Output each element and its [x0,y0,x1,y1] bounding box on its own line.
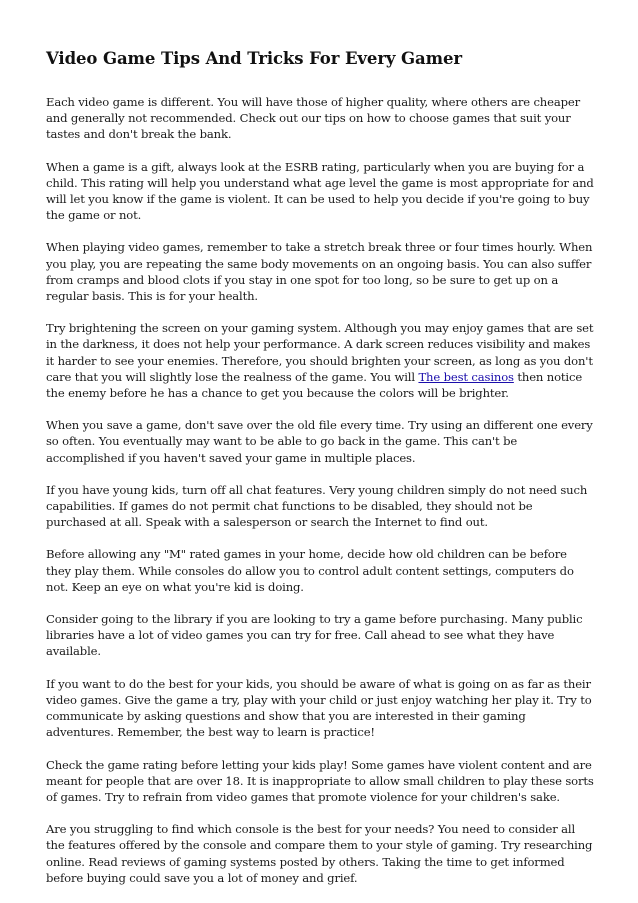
paragraph-best-for-kids: If you want to do the best for your kids, you should be aware of what is going on as far as their video games. Give the game a try, play with your child or just enjoy watching her play it. Try to communicate by asking questions and show that you are interested in their gaming adventures. Remember, the best way to learn is practice! [46,676,592,740]
document-page [46,48,594,902]
paragraph-esrb-rating: When a game is a gift, always look at the ESRB rating, particularly when you are buying for a child. This rating will help you understand what age level the game is most appropriate for and will let you know if the game is violent. It can be used to help you decide if you're going to buy the game or not. [46,159,594,223]
paragraph-chat-features: If you have young kids, turn off all chat features. Very young children simply do not need such capabilities. If games do not permit chat functions to be disabled, they should not be purchased at all. Speak with a salesperson or search the Internet to find out. [46,482,588,530]
paragraph-text-before-link: Try brightening the screen on your gaming system. Although you may enjoy games that are set in the darkness, it does not help your performance. A dark screen reduces visibility and makes it harder to see your enemies. Therefore, you should brighten your screen, as long as you don't care that you will slightly lose the realness of the game. You will [46,321,594,384]
paragraph-m-rated: Before allowing any "M" rated games in your home, decide how old children can be before they play them. While consoles do allow you to control adult content settings, computers do not. Keep an eye on what you're kid is doing. [46,547,574,594]
paragraph-brighten-screen [46,320,594,401]
paragraph-console-choice: Are you struggling to find which console is the best for your needs? You need to consider all the features offered by the console and compare them to your style of gaming. Try researching online. Read reviews of gaming systems posted by others. Taking the time to get informed before buying could save you a lot of money and grief. [46,822,593,885]
paragraph-library: Consider going to the library if you are looking to try a game before purchasing. Many public libraries have a lot of video games you can try for free. Call ahead to see what they have available. [46,612,583,659]
paragraph-stretch-break: When playing video games, remember to take a stretch break three or four times hourly. When you play, you are repeating the same body movements on an ongoing basis. You can also suffer from cramps and blood clots if you stay in one spot for too long, so be sure to get up on a regular basis. This is for your health. [46,240,593,304]
paragraph-text-after-link: then notice the enemy before he has a chance to get you because the colors will be brighter. [46,369,583,401]
paragraph-save-game: When you save a game, don't save over the old file every time. Try using an different one every so often. You eventually may want to be able to go back in the game. This can't be accomplished if you haven't saved your game in multiple places. [46,418,593,465]
paragraph-intro: Each video game is different. You will have those of higher quality, where others are cheaper and generally not recommended. Check out our tips on how to choose games that suit your tastes and don't break the bank. [46,95,580,142]
paragraph-game-rating: Check the game rating before letting your kids play! Some games have violent content and are meant for people that are over 18. It is inappropriate to allow small children to play these sorts of games. Try to refrain from video games that promote violence for your children's sake. [46,757,594,804]
page-title: Video Game Tips And Tricks For Every Gamer [46,49,462,68]
best-casinos-link[interactable]: The best casinos [418,369,514,384]
